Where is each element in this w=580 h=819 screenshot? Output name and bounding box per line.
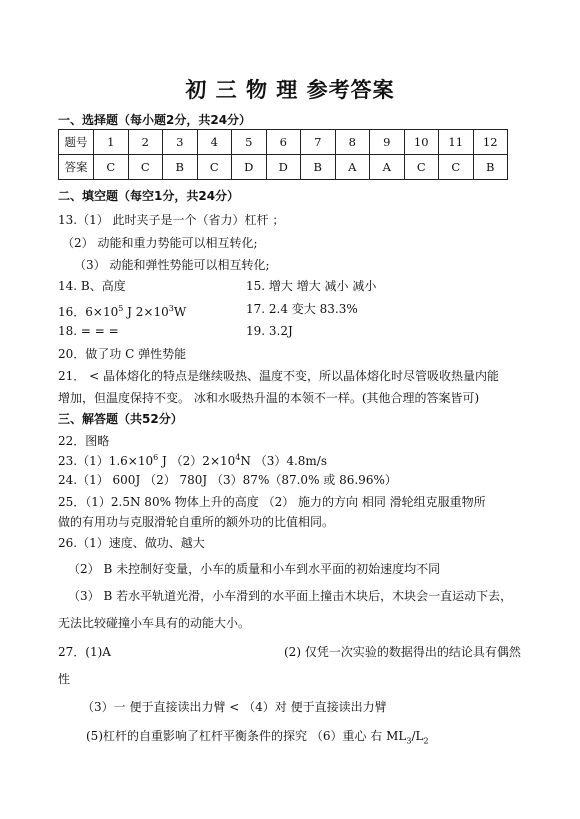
answer-cell: C xyxy=(197,155,232,180)
question-number: 10 xyxy=(404,130,439,155)
answer-cell: B xyxy=(163,155,198,180)
question-number: 4 xyxy=(197,130,232,155)
answer-line-26-1: 26.（1）速度、做功、越大 xyxy=(58,536,205,550)
row-label-answer: 答案 xyxy=(59,155,94,180)
answer-line-26-4: 无法比较碰撞小车具有的动能大小。 xyxy=(58,616,251,630)
answer-line-27-2: (2) 仅凭一次实验的数据得出的结论具有偶然 xyxy=(284,645,521,659)
question-number: 3 xyxy=(163,130,198,155)
answer-line-25a: 25．（1）2.5N 80% 物体上升的高度 （2） 施力的方向 相同 滑轮组克服重物所 xyxy=(58,495,486,509)
question-number: 1 xyxy=(94,130,129,155)
question-number: 6 xyxy=(266,130,301,155)
answer-line-24: 24.（1） 600J （2） 780J （3）87%（87.0% 或 86.96%） xyxy=(58,473,397,487)
answer-line-25b: 做的有用功与克服滑轮自重所的额外功的比值相同。 xyxy=(58,515,335,529)
row-label-question: 题号 xyxy=(59,130,94,155)
question-number: 8 xyxy=(335,130,370,155)
question-number: 7 xyxy=(301,130,336,155)
answer-line-26-3: （3） B 若水平轨道光滑，小车滑到的水平面上撞击木块后，木块会一直运动下去， xyxy=(68,589,513,603)
table-row xyxy=(59,155,508,180)
answer-line-26-2: （2） B 未控制好变量，小车的质量和小车到水平面的初始速度均不同 xyxy=(68,562,441,576)
answer-cell: C xyxy=(94,155,129,180)
question-number: 2 xyxy=(128,130,163,155)
answer-line-13-3: （3） 动能和弹性势能可以相互转化; xyxy=(74,258,270,272)
table-row xyxy=(59,130,508,155)
answer-cell: D xyxy=(266,155,301,180)
answer-cell: A xyxy=(335,155,370,180)
question-number: 11 xyxy=(439,130,474,155)
answer-cell: C xyxy=(404,155,439,180)
answer-cell: D xyxy=(232,155,267,180)
answer-line-27-5: (5)杠杆的自重影响了杠杆平衡条件的探究 （6）重心 右 $ML_3/L_2$ xyxy=(86,729,429,746)
answer-cell: B xyxy=(301,155,336,180)
answer-line-19: 19. 3.2J xyxy=(246,324,293,338)
answer-line-13-2: （2） 动能和重力势能可以相互转化; xyxy=(62,236,258,250)
section-heading-solve: 三、解答题（共52分） xyxy=(58,412,183,426)
answer-line-20: 20．做了功 C 弹性势能 xyxy=(58,347,187,361)
answer-cell: A xyxy=(370,155,405,180)
answer-line-27-1: 27．(1)A xyxy=(58,645,111,659)
answer-line-27-3: （3）一 便于直接读出力臂 < （4）对 便于直接读出力臂 xyxy=(82,700,387,714)
answer-line-21a: 21． < 晶体熔化的特点是继续吸热、温度不变，所以晶体熔化时尽管吸收热量内能 xyxy=(58,369,499,383)
answer-line-23: $23.(1)1.6\times 10^6$ J $(2)2\times 10^4N$ （3）4.8m/s xyxy=(58,453,327,468)
answer-line-27-2-cont: 性 xyxy=(58,672,71,686)
section-heading-fill: 二、填空题（每空1分，共24分） xyxy=(58,189,240,203)
answer-line-15: 15. 增大 增大 减小 减小 xyxy=(246,279,377,293)
answer-line-16: 16．$6\times 10^5$ J $2\times 10^3W$ xyxy=(58,304,187,319)
answer-cell: C xyxy=(128,155,163,180)
answer-table xyxy=(58,129,508,180)
section-heading-choice: 一、选择题（每小题2分，共24分） xyxy=(58,113,252,127)
answer-line-13-1: 13.（1） 此时夹子是一个（省力）杠杆 ； xyxy=(58,213,285,227)
question-number: 5 xyxy=(232,130,267,155)
answer-line-21b: 增加，但温度保持不变。 冰和水吸热升温的本领不一样。(其他合理的答案皆可) xyxy=(58,391,480,405)
answer-line-17: 17. 2.4 变大 83.3% xyxy=(246,302,358,316)
answer-line-14: 14. B、高度 xyxy=(58,279,126,293)
page-title: 初 三 物 理 参考答案 xyxy=(185,78,395,102)
question-number: 9 xyxy=(370,130,405,155)
question-number: 12 xyxy=(473,130,508,155)
answer-line-18: 18. = = = xyxy=(58,324,119,338)
answer-line-22: 22．图略 xyxy=(58,434,110,448)
answer-cell: B xyxy=(473,155,508,180)
answer-cell: C xyxy=(439,155,474,180)
